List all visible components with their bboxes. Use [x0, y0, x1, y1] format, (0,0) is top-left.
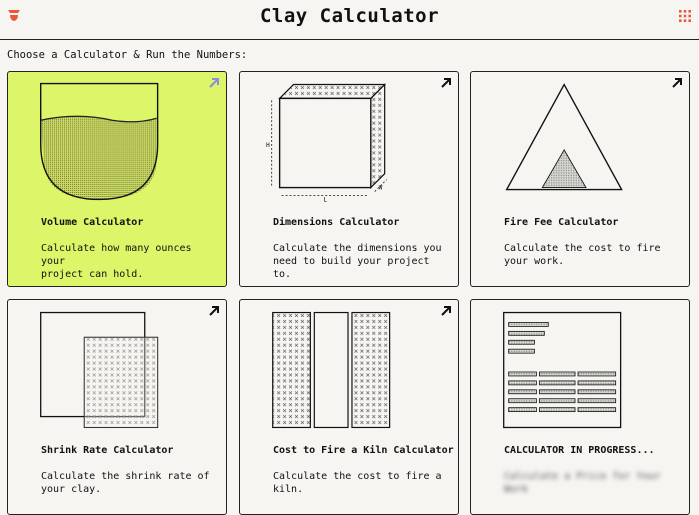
intro-text: Choose a Calculator & Run the Numbers: [7, 49, 248, 61]
card-dimensions-calculator[interactable] [239, 71, 459, 287]
cup-volume-icon [8, 72, 226, 212]
card-title: CALCULATOR IN PROGRESS... [504, 445, 655, 456]
app-header [0, 0, 699, 40]
height-label: H [266, 141, 270, 149]
price-list-icon [471, 300, 689, 440]
card-fire-fee-calculator[interactable] [470, 71, 690, 287]
card-description: Calculate how many ounces your project can hold. [41, 243, 192, 280]
card-description: Calculate the shrink rate of your clay. [41, 471, 210, 495]
cube-dimensions-icon [240, 72, 458, 212]
triangle-fire-icon [471, 72, 689, 212]
card-description: Calculate a Price for Your Work [504, 471, 661, 495]
card-title: Shrink Rate Calculator [41, 445, 174, 456]
grid-menu-icon[interactable] [679, 10, 691, 22]
card-title: Dimensions Calculator [273, 217, 400, 228]
width-label: W [378, 184, 383, 192]
card-description: Calculate the cost to fire your work. [504, 243, 661, 267]
card-title: Volume Calculator [41, 217, 144, 228]
card-shrink-rate-calculator[interactable] [7, 299, 227, 515]
card-kiln-cost-calculator[interactable] [239, 299, 459, 515]
card-description: Calculate the cost to fire a kiln. [273, 471, 442, 495]
card-title: Cost to Fire a Kiln Calculator [273, 445, 454, 456]
card-volume-calculator[interactable] [7, 71, 227, 287]
length-label: L [323, 196, 328, 204]
card-description: Calculate the dimensions you need to build your project to. [273, 243, 442, 280]
card-in-progress [470, 299, 690, 515]
kiln-panels-icon [240, 300, 458, 440]
shrink-squares-icon [8, 300, 226, 440]
card-title: Fire Fee Calculator [504, 217, 619, 228]
page-title: Clay Calculator [259, 5, 440, 27]
